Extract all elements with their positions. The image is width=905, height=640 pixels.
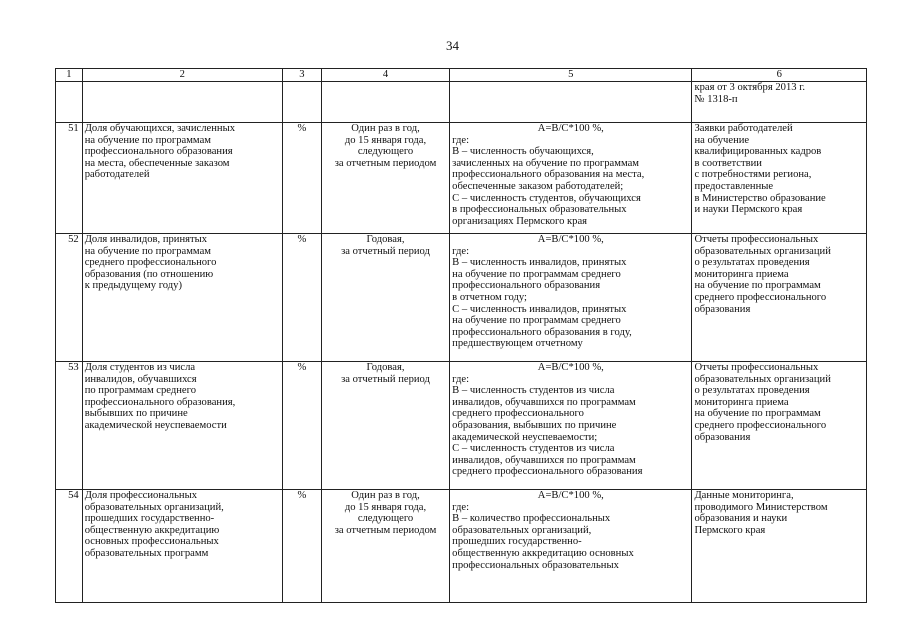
indicators-table: [55, 68, 867, 603]
column-number: 4: [321, 69, 449, 82]
formula: A=B/C*100 %,: [537, 490, 604, 501]
text-line: инвалидов, обучавшихся: [84, 373, 197, 385]
text-line: № 1318-п: [694, 93, 738, 105]
text-line: B – численность студентов из числа: [452, 385, 615, 397]
text-line: среднего профессионального: [84, 257, 217, 269]
text-line: образования: [694, 303, 751, 315]
text-line: по программам среднего: [84, 385, 196, 397]
period-cell: [321, 234, 449, 362]
text-line: до 15 января года,: [344, 501, 427, 513]
column-number: 5: [450, 69, 692, 82]
text-line: прошедших государственно-: [452, 536, 582, 548]
text-line: профессионального образования: [452, 280, 601, 292]
text-line: образовательных организаций: [694, 245, 831, 257]
row-number: 51: [56, 123, 83, 234]
indicator-name-cell: [82, 234, 282, 362]
text-line: Один раз в год,: [351, 123, 420, 134]
source-cell: [692, 82, 867, 123]
empty-cell: [450, 82, 692, 123]
text-line: на обучение по программам: [694, 280, 821, 292]
text-line: образования: [694, 431, 751, 443]
period-cell: [321, 490, 449, 603]
text-line: на обучение по программам среднего: [452, 268, 621, 280]
text-line: выбывших по причине: [84, 408, 188, 420]
text-line: за отчетный период: [341, 245, 430, 257]
text-line: основных профессиональных: [84, 536, 219, 548]
text-line: за отчетный период: [341, 373, 430, 385]
unit-cell: %: [282, 123, 321, 234]
text-line: на обучение по программам среднего: [452, 315, 621, 327]
text-line: образовательных организаций: [694, 373, 831, 385]
text-line: общественную аккредитацию основных: [452, 547, 634, 559]
text-line: Один раз в год,: [351, 490, 420, 501]
formula: A=B/C*100 %,: [537, 234, 604, 245]
row-number: 53: [56, 362, 83, 490]
text-line: мониторинга приема: [694, 268, 789, 280]
source-cell: [692, 234, 867, 362]
method-cell: [450, 490, 692, 603]
empty-cell: [321, 82, 449, 123]
text-line: инвалидов, обучавшихся по программам: [452, 454, 636, 466]
text-line: образовательных программ: [84, 547, 209, 559]
table-row: [56, 234, 867, 362]
text-line: обеспеченные заказом работодателей;: [452, 180, 624, 192]
column-number: 6: [692, 69, 867, 82]
table-row: [56, 123, 867, 234]
text-line: Доля инвалидов, принятых: [84, 234, 208, 245]
text-line: Отчеты профессиональных: [694, 362, 819, 373]
text-line: B – численность обучающихся,: [452, 146, 594, 158]
empty-cell: [82, 82, 282, 123]
row-number: 54: [56, 490, 83, 603]
text-line: организациях Пермского края: [452, 215, 588, 227]
text-line: о результатах проведения: [694, 257, 810, 269]
source-cell: [692, 362, 867, 490]
unit-cell: %: [282, 234, 321, 362]
empty-cell: [56, 82, 83, 123]
text-line: на обучение: [694, 134, 750, 146]
text-line: где:: [452, 501, 470, 513]
indicator-name-cell: [82, 362, 282, 490]
text-line: на места, обеспеченные заказом: [84, 157, 230, 169]
text-line: квалифицированных кадров: [694, 146, 822, 158]
text-line: работодателей: [84, 169, 150, 181]
text-line: в соответствии: [694, 157, 762, 169]
text-line: Пермского края: [694, 524, 766, 536]
text-line: с потребностями региона,: [694, 169, 812, 181]
text-line: профессионального образования,: [84, 396, 236, 408]
text-line: инвалидов, обучавшихся по программам: [452, 396, 636, 408]
text-line: о результатах проведения: [694, 385, 810, 397]
text-line: мониторинга приема: [694, 396, 789, 408]
column-number: 1: [56, 69, 83, 82]
text-line: Отчеты профессиональных: [694, 234, 819, 245]
text-line: зачисленных на обучение по программам: [452, 157, 640, 169]
text-line: в профессиональных образовательных: [452, 204, 627, 216]
table-row: [56, 490, 867, 603]
text-line: проводимого Министерством: [694, 501, 828, 513]
text-line: на обучение по программам: [84, 245, 211, 257]
text-line: где:: [452, 134, 470, 146]
text-line: профессионального образования в году,: [452, 326, 632, 338]
text-line: среднего профессионального: [694, 419, 827, 431]
text-line: предоставленные: [694, 180, 774, 192]
text-line: в Министерство образование: [694, 192, 826, 204]
text-line: образования и науки: [694, 513, 788, 525]
column-number: 2: [82, 69, 282, 82]
text-line: Данные мониторинга,: [694, 490, 794, 501]
text-line: академической неуспеваемости;: [452, 431, 598, 443]
text-line: за отчетным периодом: [334, 524, 437, 536]
method-cell: [450, 123, 692, 234]
text-line: где:: [452, 373, 470, 385]
text-line: следующего: [357, 513, 414, 525]
method-cell: [450, 362, 692, 490]
text-line: профессиональных образовательных: [452, 559, 619, 571]
text-line: C – численность инвалидов, принятых: [452, 303, 627, 315]
text-line: B – численность инвалидов, принятых: [452, 257, 627, 269]
period-cell: [321, 123, 449, 234]
page-number: 34: [446, 38, 459, 53]
unit-cell: %: [282, 490, 321, 603]
text-line: следующего: [357, 146, 414, 158]
text-line: образовательных организаций,: [84, 501, 224, 513]
source-cell: [692, 123, 867, 234]
text-line: C – численность студентов, обучающихся: [452, 192, 641, 204]
indicator-name-cell: [82, 490, 282, 603]
text-line: C – численность студентов из числа: [452, 443, 615, 455]
text-line: Годовая,: [366, 234, 405, 245]
text-line: образовательных организаций,: [452, 524, 592, 536]
text-line: на обучение по программам: [84, 134, 211, 146]
method-cell: [450, 234, 692, 362]
text-line: за отчетным периодом: [334, 157, 437, 169]
continuation-row: [56, 82, 867, 123]
text-line: академической неуспеваемости: [84, 419, 227, 431]
formula: A=B/C*100 %,: [537, 362, 604, 373]
text-line: образования, выбывших по причине: [452, 419, 617, 431]
text-line: среднего профессионального образования: [452, 466, 643, 478]
text-line: Заявки работодателей: [694, 123, 793, 134]
table-row: [56, 362, 867, 490]
text-line: до 15 января года,: [344, 134, 427, 146]
text-line: в отчетном году;: [452, 291, 527, 303]
text-line: Годовая,: [366, 362, 405, 373]
formula: A=B/C*100 %,: [537, 123, 604, 134]
text-line: прошедших государственно-: [84, 513, 215, 525]
text-line: Доля обучающихся, зачисленных: [84, 123, 235, 134]
text-line: Доля студентов из числа: [84, 362, 196, 373]
column-number: 3: [282, 69, 321, 82]
text-line: Доля профессиональных: [84, 490, 198, 501]
text-line: B – количество профессиональных: [452, 513, 611, 525]
column-number-row: [56, 69, 867, 82]
text-line: на обучение по программам: [694, 408, 821, 420]
period-cell: [321, 362, 449, 490]
text-line: образования (по отношению: [84, 268, 214, 280]
indicator-name-cell: [82, 123, 282, 234]
unit-cell: %: [282, 362, 321, 490]
text-line: предшествующем отчетному: [452, 338, 583, 350]
text-line: среднего профессионального: [694, 291, 827, 303]
row-number: 52: [56, 234, 83, 362]
source-cell: [692, 490, 867, 603]
text-line: общественную аккредитацию: [84, 524, 220, 536]
text-line: профессионального образования на места,: [452, 169, 645, 181]
text-line: края от 3 октября 2013 г.: [694, 82, 805, 93]
text-line: профессионального образования: [84, 146, 233, 158]
text-line: среднего профессионального: [452, 408, 584, 420]
text-line: и науки Пермского края: [694, 204, 803, 216]
text-line: к предыдущему году): [84, 280, 183, 292]
empty-cell: [282, 82, 321, 123]
text-line: где:: [452, 245, 470, 257]
